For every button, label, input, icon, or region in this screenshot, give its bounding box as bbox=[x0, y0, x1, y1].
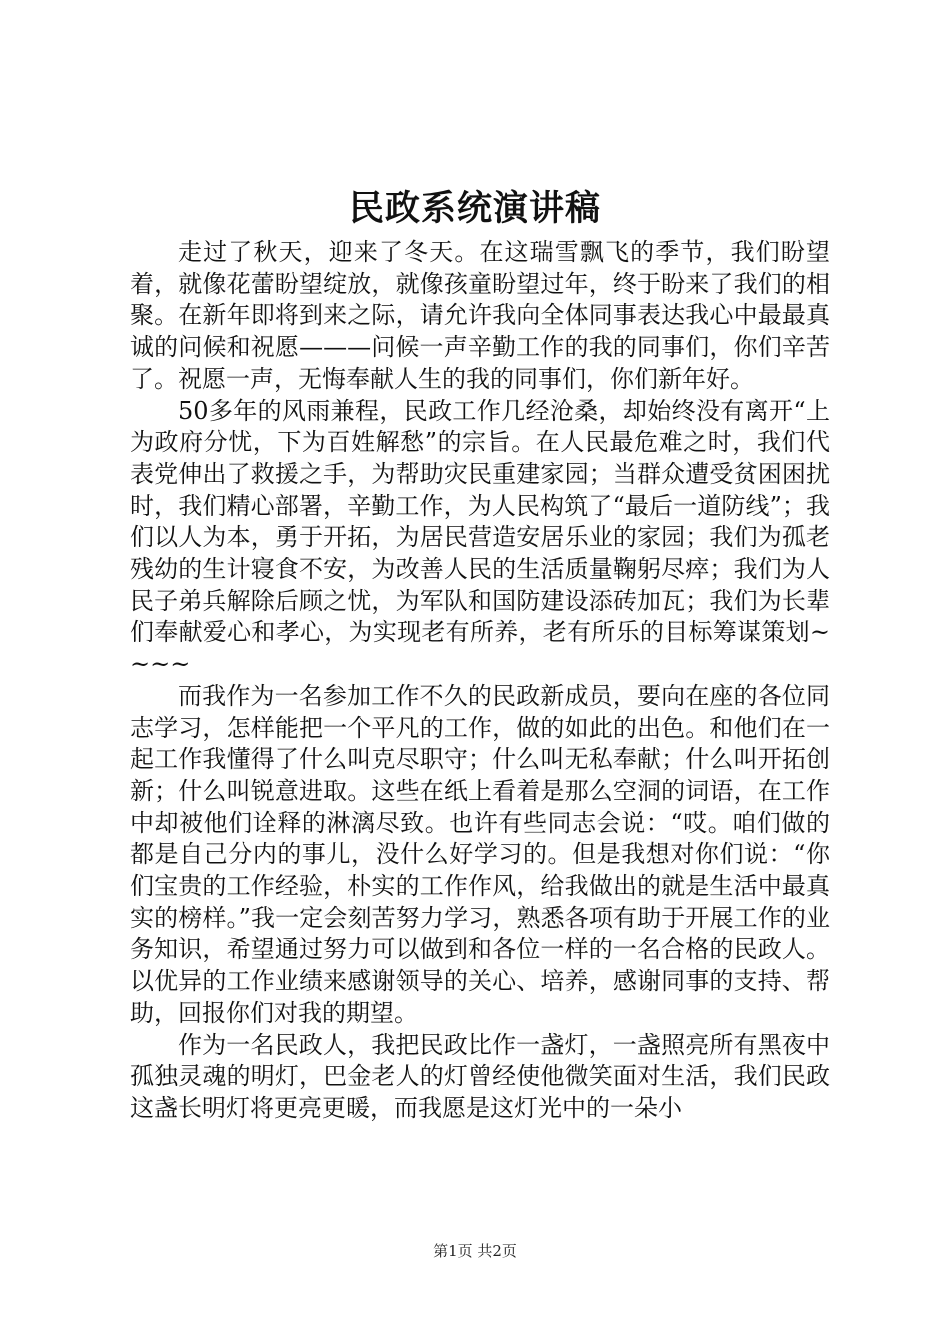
document-title: 民政系统演讲稿 bbox=[348, 188, 601, 229]
paragraph-2: 50多年的风雨兼程，民政工作几经沧桑，却始终没有离开“上为政府分忧，下为百姓解愁”的宗旨。在人民最危难之时，我们代表党伸出了救援之手，为帮助灾民重建家园；当群众遭受贫困困扰时，我们精心部署，辛勤工作，为人民构筑了“最后一道防线”；我们以人为本，勇于开拓，为居民营造安居乐业的家园；我们为孤老残幼的生计寝食不安，为改善人民的生活质量鞠躬尽瘁；我们为人民子弟兵解除后顾之忧，为军队和国防建设添砖加瓦；我们为长辈们奉献爱心和孝心，为实现老有所养，老有所乐的目标筹谋策划~~~~ bbox=[130, 396, 830, 679]
paragraph-4: 作为一名民政人，我把民政比作一盏灯，一盏照亮所有黑夜中孤独灵魂的明灯，巴金老人的灯曾经使他微笑面对生活，我们民政这盏长明灯将更亮更暖，而我愿是这灯光中的一朵小 bbox=[130, 1030, 830, 1122]
document-body bbox=[130, 237, 830, 1125]
page-number-footer: 第1页 共2页 bbox=[433, 1242, 517, 1260]
paragraph-1: 走过了秋天，迎来了冬天。在这瑞雪飘飞的季节，我们盼望着，就像花蕾盼望绽放，就像孩童盼望过年，终于盼来了我们的相聚。在新年即将到来之际，请允许我向全体同事表达我心中最最真诚的问候和祝愿———问候一声辛勤工作的我的同事们，你们辛苦了。祝愿一声，无悔奉献人生的我的同事们，你们新年好。 bbox=[130, 238, 830, 393]
paragraph-3: 而我作为一名参加工作不久的民政新成员，要向在座的各位同志学习，怎样能把一个平凡的工作，做的如此的出色。和他们在一起工作我懂得了什么叫克尽职守；什么叫无私奉献；什么叫开拓创新；什么叫锐意进取。这些在纸上看着是那么空洞的词语，在工作中却被他们诠释的淋漓尽致。也许有些同志会说：“哎。咱们做的都是自己分内的事儿，没什么好学习的。但是我想对你们说：“你们宝贵的工作经验，朴实的工作作风，给我做出的就是生活中最真实的榜样。”我一定会刻苦努力学习，熟悉各项有助于开展工作的业务知识，希望通过努力可以做到和各位一样的一名合格的民政人。以优异的工作业绩来感谢领导的关心、培养，感谢同事的支持、帮助，回报你们对我的期望。 bbox=[130, 681, 830, 1027]
